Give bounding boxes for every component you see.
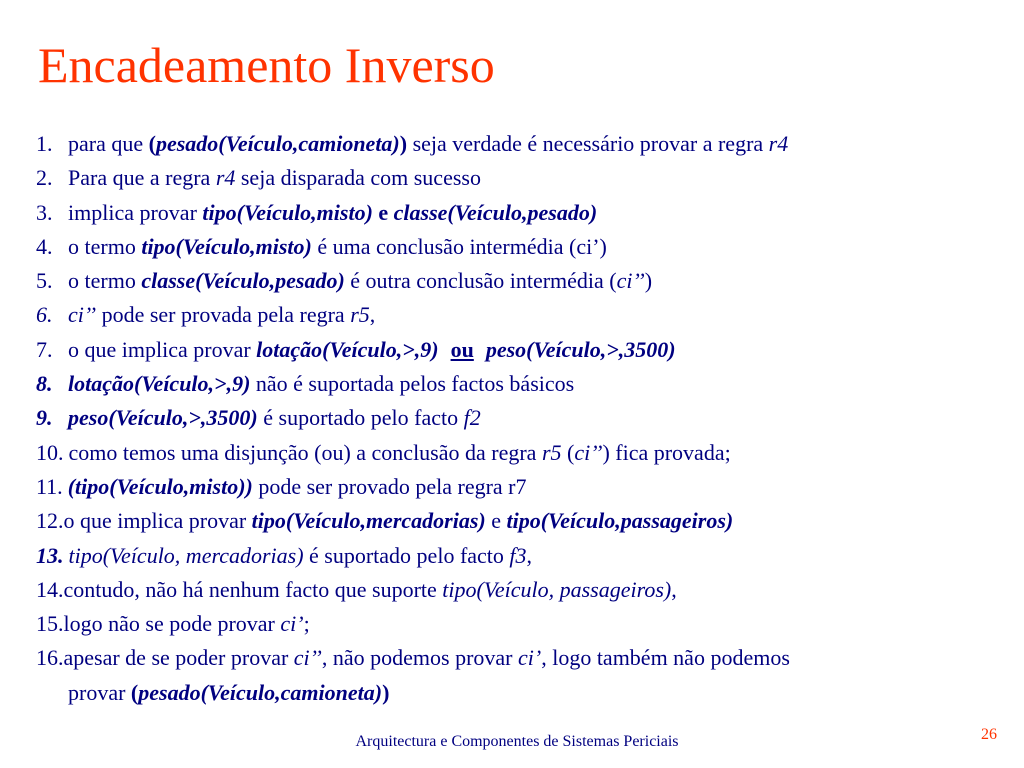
item-number: 16. xyxy=(36,645,64,671)
item-text: o que implica provar xyxy=(68,336,257,362)
item-text: r4 xyxy=(768,131,789,156)
item-text: ( xyxy=(561,439,575,465)
slide-title: Encadeamento Inverso xyxy=(38,37,495,93)
item-text: ) xyxy=(399,131,408,156)
item-text: tipo(Veículo, mercadorias) xyxy=(68,542,304,568)
item-text: seja verdade é necessário provar a regra xyxy=(407,131,769,156)
item-text: ) xyxy=(644,268,653,294)
list-item xyxy=(36,539,1016,573)
item-text: ci’’ xyxy=(616,268,645,294)
item-text: é suportado pelo facto xyxy=(303,542,510,568)
list-item xyxy=(36,230,1016,264)
list-item-continuation xyxy=(36,676,1016,710)
item-number: 12. xyxy=(36,508,64,534)
item-text: Para que a regra xyxy=(68,165,216,191)
item-number: 9. xyxy=(36,405,53,431)
item-text: lotação(Veículo,>,9) xyxy=(256,336,439,362)
item-text: implica provar xyxy=(68,199,203,225)
list-item xyxy=(36,264,1016,298)
item-number: 5. xyxy=(36,268,53,294)
item-text: ; xyxy=(303,611,310,637)
item-text: apesar de se poder provar xyxy=(63,645,294,671)
list-item xyxy=(36,436,1016,470)
item-text: tipo(Veículo,mercadorias) xyxy=(251,508,486,534)
item-number: 2. xyxy=(36,165,53,191)
item-text: para que xyxy=(68,131,149,156)
item-text: pesado(Veículo,camioneta) xyxy=(138,679,383,705)
list-item xyxy=(36,196,1016,230)
list-item xyxy=(36,298,1016,332)
list-item xyxy=(36,504,1016,538)
item-text: r4 xyxy=(215,165,236,191)
list-item xyxy=(36,470,1016,504)
item-text: o termo xyxy=(68,268,142,294)
item-text: , logo também não podemos xyxy=(541,645,790,671)
item-number: 13. xyxy=(36,542,64,568)
list-item xyxy=(36,127,1016,161)
item-text: contudo, não há nenhum facto que suporte xyxy=(63,576,443,602)
item-text: ci’’ xyxy=(293,645,322,671)
item-text: classe(Veículo,pesado) xyxy=(393,199,598,225)
item-text: , xyxy=(369,302,376,328)
item-text: f2 xyxy=(463,405,481,431)
item-number: 6. xyxy=(36,302,53,328)
item-number: 4. xyxy=(36,233,53,259)
item-text: ( xyxy=(148,131,156,156)
item-text: pesado(Veículo,camioneta) xyxy=(155,131,400,156)
item-text: peso(Veículo,>,3500) xyxy=(485,336,676,362)
item-text: pode ser provado pela regra r7 xyxy=(252,473,527,499)
item-text: , não podemos provar xyxy=(321,645,518,671)
item-text: não é suportada pelos factos básicos xyxy=(250,371,575,397)
item-text: ) fica provada; xyxy=(602,439,731,465)
item-number: 14. xyxy=(36,576,64,602)
item-text: ci’ xyxy=(518,645,542,671)
item-text: tipo(Veículo,misto) xyxy=(202,199,373,225)
item-number: 3. xyxy=(36,199,53,225)
item-text: pode ser provada pela regra xyxy=(96,302,351,328)
item-text: e xyxy=(372,199,394,225)
item-text: tipo(Veículo,passageiros) xyxy=(506,508,734,534)
item-text: ci’’ xyxy=(574,439,603,465)
item-text: ) xyxy=(382,679,390,705)
list-item xyxy=(36,401,1016,435)
item-text: o que implica provar xyxy=(63,508,252,534)
page-number: 26 xyxy=(981,726,997,743)
item-number: 11. xyxy=(36,473,63,499)
item-text: tipo(Veículo,misto) xyxy=(141,233,312,259)
item-text: , xyxy=(671,576,677,602)
item-text: como temos uma disjunção (ou) a conclusão da regra xyxy=(68,439,542,465)
slide-footer: Arquitectura e Componentes de Sistemas Periciais xyxy=(355,733,679,750)
list-item xyxy=(36,573,1016,607)
item-number: 8. xyxy=(36,371,53,397)
list-item xyxy=(36,333,1016,367)
list-item xyxy=(36,367,1016,401)
item-text: r5 xyxy=(541,439,562,465)
item-number: 15. xyxy=(36,611,64,637)
item-text: ou xyxy=(450,336,474,362)
item-text: ci’ xyxy=(280,611,304,637)
item-number: 10. xyxy=(36,439,64,465)
item-text: é suportado pelo facto xyxy=(257,405,464,431)
item-text: seja disparada com sucesso xyxy=(235,165,481,191)
item-text: provar xyxy=(68,679,131,705)
item-text: (tipo(Veículo,misto)) xyxy=(67,473,253,499)
item-text: ci’’ xyxy=(68,302,97,328)
item-text: lotação(Veículo,>,9) xyxy=(68,371,251,397)
item-text: é outra conclusão intermédia ( xyxy=(344,268,617,294)
item-text: logo não se pode provar xyxy=(63,611,281,637)
item-text: tipo(Veículo, passageiros) xyxy=(442,576,672,602)
list-item xyxy=(36,161,1016,195)
item-text: e xyxy=(485,508,507,534)
item-text: é uma conclusão intermédia (ci’) xyxy=(311,233,607,259)
item-text: ( xyxy=(130,679,139,705)
item-number: 1. xyxy=(36,131,53,156)
list-item xyxy=(36,641,1016,675)
item-text: classe(Veículo,pesado) xyxy=(141,268,345,294)
item-text: peso(Veículo,>,3500) xyxy=(68,405,258,431)
item-text: o termo xyxy=(68,233,142,259)
item-number: 7. xyxy=(36,336,53,362)
item-text: , xyxy=(526,542,533,568)
list-item xyxy=(36,607,1016,641)
item-text: f3 xyxy=(509,542,527,568)
item-list xyxy=(36,127,1016,710)
item-text: r5 xyxy=(350,302,370,328)
